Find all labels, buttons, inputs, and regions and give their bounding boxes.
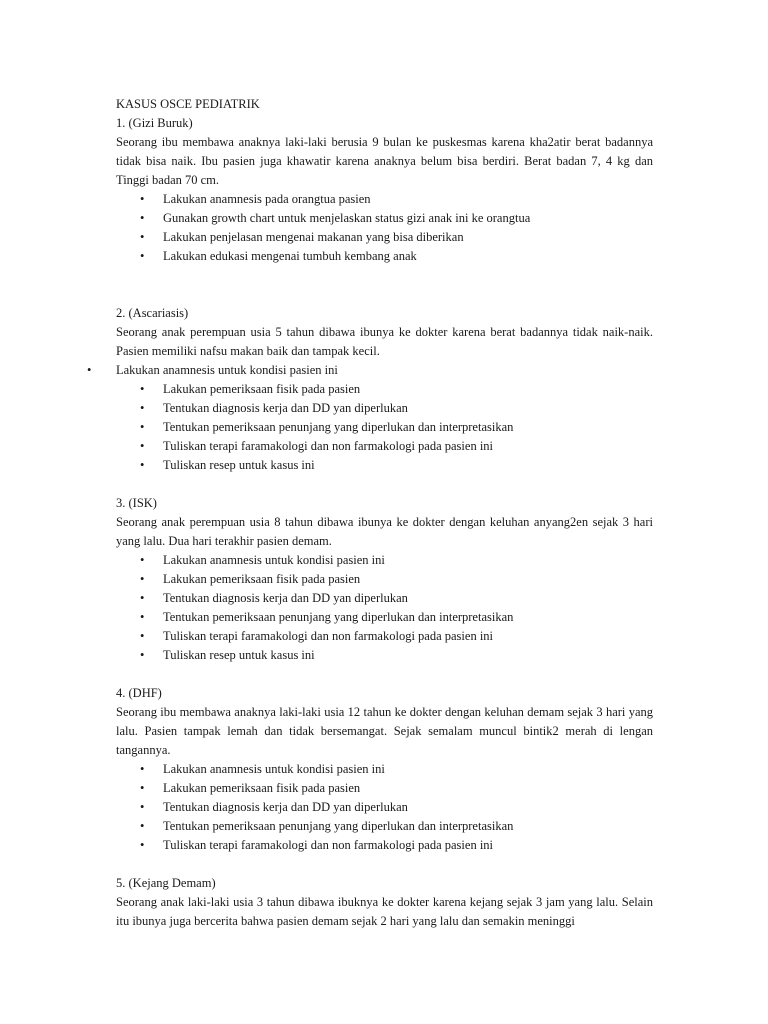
bullet-icon: • [140, 211, 145, 225]
task-list-outdent [87, 361, 653, 380]
case-description: Seorang anak perempuan usia 5 tahun dibawa ibunya ke dokter karena berat badannya tidak naik-naik. Pasien memiliki nafsu makan baik dan tampak kecil. [116, 325, 653, 358]
task-item: • Lakukan anamnesis untuk kondisi pasien ini [116, 760, 653, 779]
bullet-icon: • [140, 800, 145, 814]
task-item: • Tuliskan resep untuk kasus ini [116, 456, 653, 475]
task-item: • Tentukan diagnosis kerja dan DD yan diperlukan [116, 589, 653, 608]
bullet-icon: • [140, 648, 145, 662]
bullet-icon: • [140, 439, 145, 453]
case-2 [87, 304, 653, 475]
task-item: • Lakukan anamnesis untuk kondisi pasien ini [108, 361, 653, 380]
task-list [116, 190, 653, 266]
case-heading: 4. (DHF) [116, 686, 162, 700]
task-item: • Tentukan pemeriksaan penunjang yang diperlukan dan interpretasikan [116, 608, 653, 627]
task-item: • Tentukan pemeriksaan penunjang yang diperlukan dan interpretasikan [116, 418, 653, 437]
bullet-icon: • [140, 382, 145, 396]
task-list [116, 760, 653, 855]
task-item: • Tuliskan resep untuk kasus ini [116, 646, 653, 665]
bullet-icon: • [140, 249, 145, 263]
document-title: KASUS OSCE PEDIATRIK [116, 97, 260, 111]
bullet-icon: • [140, 401, 145, 415]
task-item: • Lakukan edukasi mengenai tumbuh kembang anak [116, 247, 653, 266]
bullet-icon: • [87, 363, 92, 377]
case-description: Seorang anak perempuan usia 8 tahun dibawa ibunya ke dokter dengan keluhan anyang2en sejak 3 hari yang lalu. Dua hari terakhir pasien demam. [116, 515, 653, 548]
task-item: • Tentukan pemeriksaan penunjang yang diperlukan dan interpretasikan [116, 817, 653, 836]
task-item: • Tuliskan terapi faramakologi dan non farmakologi pada pasien ini [116, 836, 653, 855]
task-item: • Lakukan anamnesis untuk kondisi pasien ini [116, 551, 653, 570]
case-description: Seorang ibu membawa anaknya laki-laki usia 12 tahun ke dokter dengan keluhan demam sejak 3 hari yang lalu. Pasien tampak lemah dan tidak bersemangat. Sejak semalam muncul bintik2 merah di lengan tangannya. [116, 705, 653, 757]
bullet-icon: • [140, 762, 145, 776]
bullet-icon: • [140, 230, 145, 244]
case-description: Seorang anak laki-laki usia 3 tahun dibawa ibuknya ke dokter karena kejang sejak 3 jam yang lalu. Selain itu ibunya juga bercerita bahwa pasien demam sejak 2 hari yang lalu dan semakin meninggi [116, 895, 653, 928]
case-1 [116, 114, 653, 266]
document-body [87, 95, 653, 931]
bullet-icon: • [140, 819, 145, 833]
bullet-icon: • [140, 629, 145, 643]
task-list [116, 380, 653, 475]
bullet-icon: • [140, 781, 145, 795]
task-item: • Lakukan pemeriksaan fisik pada pasien [116, 779, 653, 798]
case-heading: 1. (Gizi Buruk) [116, 116, 193, 130]
task-list [116, 551, 653, 665]
case-heading: 2. (Ascariasis) [116, 306, 189, 320]
case-heading: 3. (ISK) [116, 496, 157, 510]
task-item: • Lakukan pemeriksaan fisik pada pasien [116, 380, 653, 399]
case-4 [116, 684, 653, 855]
task-item: • Tuliskan terapi faramakologi dan non farmakologi pada pasien ini [116, 627, 653, 646]
task-item: • Lakukan pemeriksaan fisik pada pasien [116, 570, 653, 589]
task-item: • Lakukan anamnesis pada orangtua pasien [116, 190, 653, 209]
bullet-icon: • [140, 838, 145, 852]
case-description: Seorang ibu membawa anaknya laki-laki berusia 9 bulan ke puskesmas karena kha2atir berat badannya tidak bisa naik. Ibu pasien juga khawatir karena anaknya belum bisa berdiri. Berat badan 7, 4 kg dan Tinggi badan 70 cm. [116, 135, 653, 187]
task-item: • Tentukan diagnosis kerja dan DD yan diperlukan [116, 399, 653, 418]
case-3 [116, 494, 653, 665]
case-5 [116, 874, 653, 931]
task-item: • Tentukan diagnosis kerja dan DD yan diperlukan [116, 798, 653, 817]
task-item: • Lakukan penjelasan mengenai makanan yang bisa diberikan [116, 228, 653, 247]
bullet-icon: • [140, 458, 145, 472]
bullet-icon: • [140, 610, 145, 624]
task-item: • Gunakan growth chart untuk menjelaskan status gizi anak ini ke orangtua [116, 209, 653, 228]
case-heading: 5. (Kejang Demam) [116, 876, 216, 890]
bullet-icon: • [140, 572, 145, 586]
bullet-icon: • [140, 553, 145, 567]
bullet-icon: • [140, 420, 145, 434]
task-item: • Tuliskan terapi faramakologi dan non farmakologi pada pasien ini [116, 437, 653, 456]
bullet-icon: • [140, 192, 145, 206]
bullet-icon: • [140, 591, 145, 605]
